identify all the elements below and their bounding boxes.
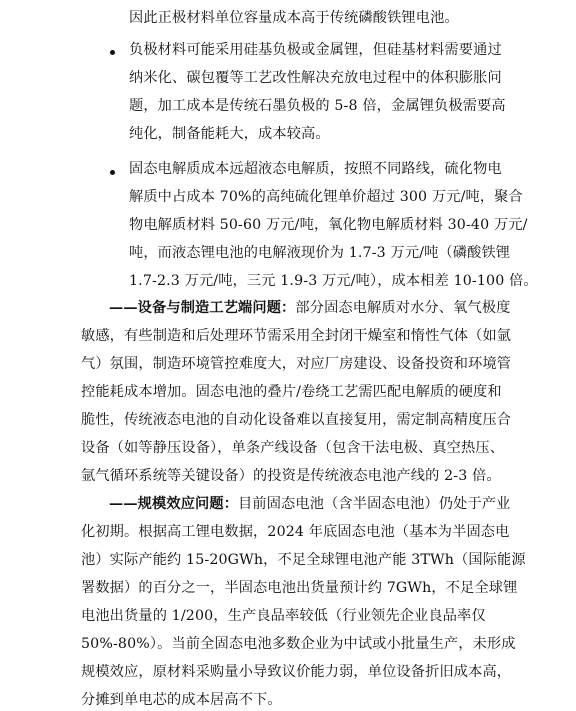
bullet-1-line: 纳米化、碳包覆等工艺改性解决充放电过程中的体积膨胀问 bbox=[129, 70, 502, 86]
bullet-dot bbox=[110, 170, 115, 175]
section-heading: ——规模效应问题： bbox=[109, 496, 239, 512]
bullet-2-line: 解质中占成本 70%的高纯硫化锂单价超过 300 万元/吨，聚合 bbox=[129, 189, 523, 205]
section-scale-line: 规模效应，原材料采购量小导致议价能力弱，单位设备折旧成本高， bbox=[81, 664, 512, 680]
section-equipment-line: 设备（如等静压设备），单条产线设备（包含干法电极、真空热压、 bbox=[81, 440, 505, 456]
section-scale-line: 署数据）的百分之一，半固态电池出货量预计约 7GWh，不足全球锂 bbox=[81, 580, 518, 596]
bullet-dot bbox=[110, 50, 115, 55]
paragraph-line: 因此正极材料单位容量成本高于传统磷酸铁锂电池。 bbox=[129, 10, 459, 26]
section-equipment-line: 控能耗成本增加。固态电池的叠片/卷绕工艺需匹配电解质的硬度和 bbox=[81, 384, 502, 400]
section-scale-line: 电池出货量的 1/200，生产良品率较低（行业领先企业良品率仅 bbox=[81, 608, 486, 624]
section-scale-line: 化初期。根据高工锂电数据，2024 年底固态电池（基本为半固态电 bbox=[81, 524, 510, 540]
bullet-2-line: 物电解质材料 50-60 万元/吨，氧化物电解质材料 30-40 万元/ bbox=[129, 217, 528, 233]
bullet-1-line: 题，加工成本是传统石墨负极的 5-8 倍，金属锂负极需要高 bbox=[129, 98, 506, 114]
section-scale-line: 分摊到单电芯的成本居高不下。 bbox=[81, 692, 282, 708]
bullet-1-line: 纯化，制备能耗大，成本较高。 bbox=[129, 126, 330, 142]
section-equipment-line: 脆性，传统液态电池的自动化设备难以直接复用，需定制高精度压合 bbox=[81, 412, 512, 428]
bullet-2-line: 吨，而液态锂电池的电解液现价为 1.7-3 万元/吨（磷酸铁锂 bbox=[129, 245, 511, 261]
bullet-2-line: 1.7-2.3 万元/吨，三元 1.9-3 万元/吨），成本相差 10-100 倍。 bbox=[129, 273, 538, 289]
bullet-1-line: 负极材料可能采用硅基负极或金属锂，但硅基材料需要通过 bbox=[129, 42, 502, 58]
section-equipment-line: 氩气循环系统等关键设备）的投资是传统液态电池产线的 2-3 倍。 bbox=[81, 468, 501, 484]
section-scale-line: 50%-80%）。当前全固态电池多数企业为中试或小批量生产，未形成 bbox=[81, 636, 516, 652]
section-equipment-line: 气）氛围，制造环境管控难度大，对应厂房建设、设备投资和环境管 bbox=[81, 356, 512, 372]
section-equipment-line: 敏感，有些制造和后处理环节需采用全封闭干燥室和惰性气体（如氩 bbox=[81, 328, 512, 344]
section-heading: ——设备与制造工艺端问题： bbox=[109, 300, 296, 316]
bullet-2-line: 固态电解质成本远超液态电解质，按照不同路线，硫化物电 bbox=[129, 161, 502, 177]
section-scale-first-line bbox=[109, 493, 510, 515]
section-equipment-first-line bbox=[109, 297, 510, 319]
section-text: 部分固态电解质对水分、氧气极度 bbox=[295, 300, 511, 316]
section-scale-line: 池）实际产能约 15-20GWh，不足全球锂电池产能 3TWh（国际能源 bbox=[81, 552, 526, 568]
section-text: 目前固态电池（含半固态电池）仍处于产业 bbox=[238, 496, 511, 512]
